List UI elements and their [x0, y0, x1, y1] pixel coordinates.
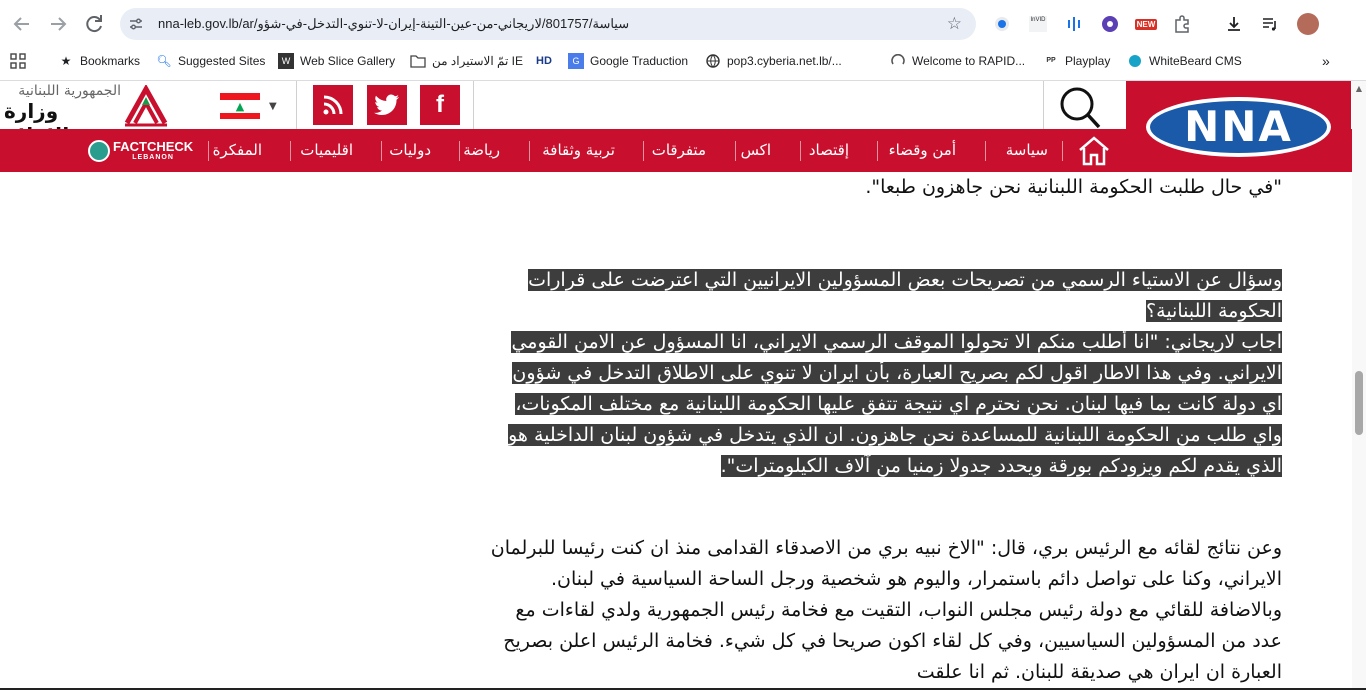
bookmark-pop3-cyberia[interactable]: pop3.cyberia.net.lb/... [705, 51, 842, 71]
bookmarks-overflow-icon[interactable]: » [1322, 53, 1330, 69]
selected-text: وسؤال عن الاستياء الرسمي من تصريحات بعض المسؤولين الايرانيين التي اعترضت على قرارات الحكومة اللبنانية؟ [528, 269, 1282, 322]
reload-icon [82, 12, 106, 36]
facebook-icon: f [436, 91, 444, 118]
ministry-emblem-icon [123, 85, 169, 127]
bookmark-whitebeard-cms[interactable]: WhiteBeard CMS [1127, 51, 1242, 71]
web-slice-icon: W [278, 53, 294, 69]
nav-item-politics[interactable]: سياسة [1005, 141, 1048, 159]
whitebeard-icon [1127, 53, 1143, 69]
folder-icon [410, 53, 426, 69]
nav-item-agenda[interactable]: المفكرة [212, 141, 262, 159]
back-button[interactable] [10, 12, 34, 36]
ministry-logo[interactable] [4, 83, 169, 129]
rapid-icon [890, 53, 906, 69]
bookmark-playplay[interactable]: PP Playplay [1043, 51, 1110, 71]
ext-audio-icon[interactable] [1062, 12, 1086, 36]
language-flag-icon[interactable]: ▲ [220, 93, 260, 119]
media-control-icon[interactable] [1258, 12, 1282, 36]
bookmark-rapid[interactable]: Welcome to RAPID... [890, 51, 1025, 71]
article-paragraph: "في حال طلبت الحكومة اللبنانية نحن جاهزون طبعا". [865, 176, 1282, 198]
ministry-name-text: وزارة [4, 99, 59, 123]
article-answer-paragraph [490, 327, 1282, 482]
ext-circle-icon[interactable] [1098, 12, 1122, 36]
url-host: nna-leb.gov.lb/ar/ [158, 16, 258, 31]
twitter-icon [374, 94, 400, 116]
nav-item-x[interactable]: اكس [740, 141, 771, 159]
twitter-button[interactable] [367, 85, 407, 125]
nna-logo[interactable] [1126, 81, 1351, 172]
hd-icon: HD [536, 55, 552, 67]
address-bar[interactable] [120, 8, 976, 40]
nna-logo-text: NNA [1184, 102, 1293, 151]
ext-camera-icon[interactable] [990, 12, 1014, 36]
translate-icon: G [568, 53, 584, 69]
bookmark-hd[interactable] [536, 51, 552, 71]
url-path: سياسة/801757/لاريجاني-من-عين-التينة-إيران-لا-تنوي-التدخل-في-شؤو [257, 16, 630, 31]
search-icon: 🔍︎ [156, 54, 172, 68]
avatar[interactable] [1296, 12, 1320, 36]
home-icon[interactable] [1076, 133, 1112, 169]
facebook-button[interactable] [420, 85, 460, 125]
arrow-right-icon [46, 12, 70, 36]
nav-item-education-culture[interactable]: تربية وثقافة [542, 141, 615, 159]
nav-item-international[interactable]: دوليات [389, 141, 431, 159]
chevron-down-icon[interactable]: ▼ [269, 101, 277, 112]
star-icon[interactable]: ☆ [946, 14, 962, 34]
article-paragraph: وعن نتائج لقائه مع الرئيس بري، قال: "الاخ نبيه بري من الاصدقاء القدامى منذ ان كنت رئيسا للبرلمان الايراني، وكنا على تواصل دائم باستمرار، واليوم هو شخصية ورجل الساحة السياسية في لبنان. وبالاضافة للقائي مع دولة رئيس مجلس النواب، التقيت مع فخامة رئيس الجمهورية ولدي لقاءات مع عدد من المسؤولين السياسيين، وفي كل لقاء اكون صريحا في كل شيء. فخامة الرئيس اعلن بصريح العبارة ان ايران هي صديقة للبنان. ثم انا علقت [490, 537, 1282, 683]
scrollbar-thumb[interactable] [1355, 371, 1363, 435]
bookmark-bookmarks[interactable]: ★ Bookmarks [58, 51, 140, 71]
reload-button[interactable] [82, 12, 106, 36]
factcheck-lebanon-link[interactable]: FACTCHECK LEBANON [88, 137, 193, 165]
header-separator [296, 81, 297, 129]
page-scrollbar[interactable] [1352, 81, 1366, 690]
scroll-up-icon[interactable]: ▲ [1355, 84, 1363, 93]
browser-toolbar [0, 0, 1366, 48]
nav-item-economy[interactable]: إقتصاد [808, 141, 849, 159]
rss-button[interactable] [313, 85, 353, 125]
header-separator [1043, 81, 1044, 129]
tune-icon[interactable] [128, 16, 144, 32]
header-separator [473, 81, 474, 129]
bookmark-ie-imported[interactable]: تمّ الاستيراد من IE [410, 51, 523, 71]
ministry-republic-text: الجمهورية اللبنانية [18, 83, 121, 99]
search-icon[interactable] [1057, 85, 1101, 129]
url-text [158, 8, 629, 40]
nav-item-miscellaneous[interactable]: متفرقات [651, 141, 706, 159]
rss-icon [321, 93, 345, 117]
bookmark-web-slice-gallery[interactable]: W Web Slice Gallery [278, 51, 395, 71]
bookmark-suggested-sites[interactable]: 🔍︎ Suggested Sites [156, 54, 266, 68]
ext-new-badge-icon[interactable]: NEW [1136, 19, 1156, 29]
factcheck-globe-icon [88, 140, 110, 162]
article-body [490, 172, 1282, 690]
apps-icon[interactable] [10, 51, 26, 71]
download-icon[interactable] [1222, 12, 1246, 36]
bookmarks-bar [0, 48, 1366, 74]
puzzle-icon[interactable] [1170, 12, 1194, 36]
bookmark-google-traduction[interactable]: G Google Traduction [568, 51, 688, 71]
star-icon: ★ [60, 54, 72, 68]
nav-item-sports[interactable]: رياضة [463, 141, 500, 159]
globe-icon [705, 53, 721, 69]
arrow-left-icon [10, 12, 34, 36]
playplay-icon: PP [1046, 57, 1056, 64]
forward-button[interactable] [46, 12, 70, 36]
nav-item-security-justice[interactable]: أمن وقضاء [888, 141, 956, 159]
ext-invid-icon[interactable]: InVID [1026, 12, 1050, 36]
nav-item-regional[interactable]: اقليميات [300, 141, 353, 159]
selected-text: اجاب لاريجاني: "انا أطلب منكم الا تحولوا الموقف الرسمي الايراني، انا المسؤول عن الامن القومي الايراني. وفي هذا الاطار اقول لكم بصريح العبارة، بأن ايران لا تنوي على الاطلاق التدخل في شؤون اي دولة كانت بما فيها لبنان. نحن نحترم اي نتيجة تتفق عليها الحكومة اللبنانية مع مختلف المكونات، واي طلب من الحكومة اللبنانية للمساعدة نحن جاهزون. ان الذي يتدخل في شؤون لبنان الداخلية هو الذي يقدم لكم ويزودكم بورقة ويحدد جدولا زمنيا من آلاف الكيلومترات". [508, 331, 1282, 477]
article-question-paragraph [490, 265, 1282, 327]
nna-logo-ring [1146, 97, 1331, 157]
